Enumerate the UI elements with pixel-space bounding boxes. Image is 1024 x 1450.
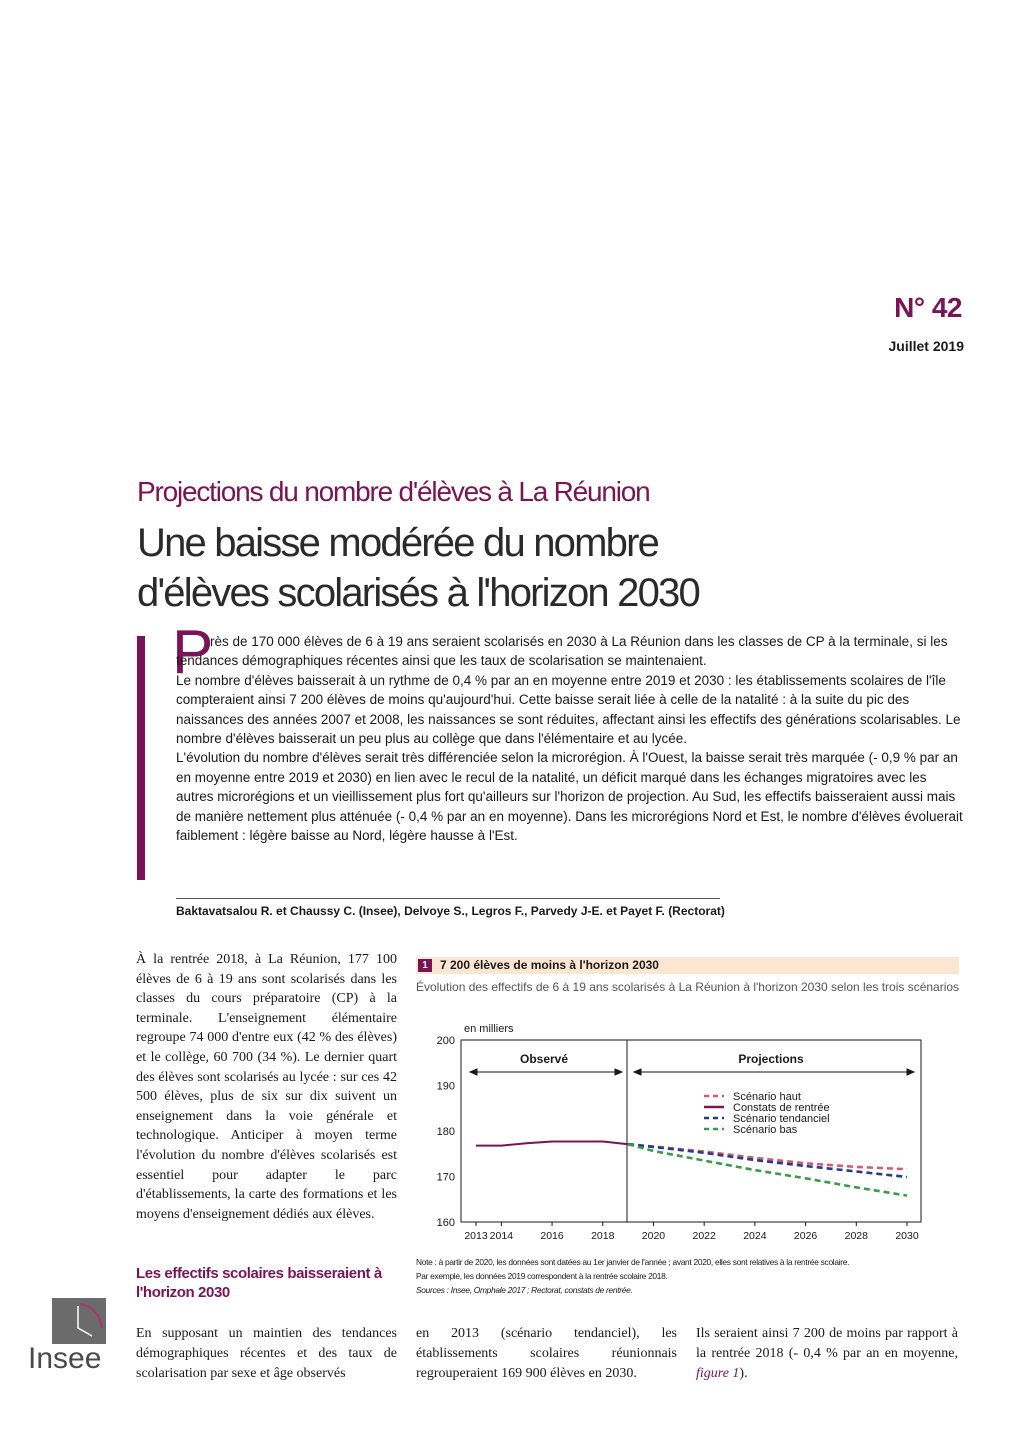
figure-1-link[interactable]: figure 1 xyxy=(696,1365,740,1381)
x-axis-ticks xyxy=(464,1222,919,1242)
authors-line: Baktavatsalou R. et Chaussy C. (Insee), Delvoye S., Legros F., Parvedy J-E. et Payet F. (Rectorat) xyxy=(176,904,725,918)
x-tick-label: 2026 xyxy=(793,1230,818,1242)
x-tick-label: 2020 xyxy=(641,1230,666,1242)
legend-label: Scénario bas xyxy=(733,1124,798,1136)
chart-legend xyxy=(704,1091,830,1136)
figure-number-badge: 1 xyxy=(418,959,432,972)
lead-dropcap: P xyxy=(172,618,214,687)
x-tick-label: 2024 xyxy=(743,1230,767,1242)
authors-divider xyxy=(176,898,720,899)
line-chart xyxy=(416,1015,961,1247)
main-title-line-2: d'élèves scolarisés à l'horizon 2030 xyxy=(137,571,699,615)
x-tick-label: 2028 xyxy=(844,1230,868,1242)
y-tick-label: 190 xyxy=(436,1080,455,1093)
observed-label: Observé xyxy=(519,1052,569,1066)
insee-logo-mark xyxy=(52,1298,106,1344)
series-line xyxy=(476,1142,628,1146)
lead-paragraph-1: rès de 170 000 élèves de 6 à 19 ans seraient scolarisés en 2030 à La Réunion dans les classes de CP à la terminale, si les tendances démographiques récentes ainsi que les taux de scolarisation se maintenaient. xyxy=(176,634,948,669)
x-tick-label: 2013 xyxy=(464,1230,488,1242)
main-title xyxy=(137,518,897,618)
y-tick-label: 200 xyxy=(436,1035,455,1047)
insee-logo-icon xyxy=(52,1298,106,1344)
plot-frame xyxy=(461,1040,921,1222)
main-title-line-1: Une baisse modérée du nombre xyxy=(137,521,659,565)
y-axis-ticks xyxy=(437,1035,455,1229)
y-axis-label: en milliers xyxy=(464,1023,514,1035)
x-tick-label: 2018 xyxy=(591,1230,615,1242)
lead-paragraph-3: L'évolution du nombre d'élèves serait très différenciée selon la microrégion. À l'Ouest, la baisse serait très marquée (- 0,9 % par an en moyenne entre 2019 et 2030) en lien avec le recul de la natalité, un déficit marqué dans les échanges migratoires avec les autres microrégions et un vieillissement plus fort qu'ailleurs sur l'horizon de projection. Au Sud, les effectifs baisseraient aussi mais de manière nettement plus atténuée (- 0,4 % par an en moyenne). Dans les microrégions Nord et Est, le nombre d'élèves évoluerait faiblement : légère baisse au Nord, légère hausse à l'Est. xyxy=(176,750,963,844)
figure-title: 7 200 élèves de moins à l'horizon 2030 xyxy=(440,958,659,972)
lead-accent-bar xyxy=(137,636,145,880)
insee-logo-text: Insee xyxy=(28,1342,102,1375)
kicker-title: Projections du nombre d'élèves à La Réunion xyxy=(137,476,650,507)
legend-label: Scénario haut xyxy=(733,1091,801,1103)
y-tick-label: 170 xyxy=(436,1171,455,1184)
issue-number: N° 42 xyxy=(894,292,962,323)
figure-note-line-2: Par exemple, les données 2019 correspondent à la rentrée scolaire 2018. xyxy=(416,1271,668,1281)
observed-arrow xyxy=(470,1069,622,1075)
legend-label: Scénario tendanciel xyxy=(733,1113,830,1125)
y-tick-label: 160 xyxy=(436,1217,455,1229)
projections-arrow xyxy=(634,1069,914,1075)
intro-paragraph: À la rentrée 2018, à La Réunion, 177 100 élèves de 6 à 19 ans sont scolarisés dans les classes du cours préparatoire (CP) à la terminale. L'enseignement élémentaire regroupe 74 000 d'entre eux (42 % des élèves) et le collège, 60 700 (34 %). Le dernier quart des élèves sont scolarisés au lycée : sur ces 42 500 élèves, plus de six sur dix suivent un enseignement dans la voie générale et technologique. Anticiper à moyen terme l'évolution du nombre d'élèves scolarisés est essentiel pour adapter le parc d'établissements, la carte des formations et les moyens d'enseignement dédiés aux élèves. xyxy=(136,952,397,1222)
x-tick-label: 2030 xyxy=(895,1230,919,1242)
x-tick-label: 2014 xyxy=(489,1230,514,1242)
series-lines xyxy=(476,1142,907,1196)
lead-summary xyxy=(176,632,966,845)
figure-subtitle: Évolution des effectifs de 6 à 19 ans scolarisés à La Réunion à l'horizon 2030 selon les trois scénarios xyxy=(416,980,960,994)
y-tick-label: 180 xyxy=(436,1126,455,1138)
series-line xyxy=(628,1144,907,1195)
projections-label: Projections xyxy=(738,1052,804,1066)
figure-notes xyxy=(416,1255,961,1297)
legend-label: Constats de rentrée xyxy=(733,1102,830,1114)
section-subheading: Les effectifs scolaires baisseraient à l'horizon 2030 xyxy=(136,1265,382,1301)
column-3-text-part-b: ). xyxy=(739,1365,748,1381)
x-tick-label: 2016 xyxy=(540,1230,564,1242)
column-3-text-part-a: Ils seraient ainsi 7 200 de moins par rapport à la rentrée 2018 (- 0,4 % par an en moyenne, xyxy=(696,1326,958,1361)
column-2-text: en 2013 (scénario tendanciel), les établissements scolaires réunionnais regrouperaient 169 900 élèves en 2030. xyxy=(416,1326,677,1381)
column-3-text xyxy=(696,1324,958,1383)
figure-note-line-1: Note : à partir de 2020, les données sont datées au 1er janvier de l'année ; avant 2020, elles sont relatives à la rentrée scolaire. xyxy=(416,1257,850,1267)
figure-sources: Sources : Insee, Omphale 2017 ; Rectorat, constats de rentrée. xyxy=(416,1285,633,1295)
x-tick-label: 2022 xyxy=(692,1230,716,1242)
lead-paragraph-2: Le nombre d'élèves baisserait à un rythme de 0,4 % par an en moyenne entre 2019 et 2030 : les établissements scolaires de l'île compteraient ainsi 7 200 élèves de moins qu'aujourd'hui. Cette baisse serait liée à celle de la natalité : à la suite du pic des naissances des années 2007 et 2008, les naissances se sont réduites, affectant ainsi les effectifs des générations scolarisables. Le nombre d'élèves baisserait un peu plus au collège que dans l'élémentaire et au lycée. xyxy=(176,672,961,747)
column-1-text: En supposant un maintien des tendances démographiques récentes et des taux de scolarisation par sexe et âge observés xyxy=(136,1326,397,1381)
issue-date: Juillet 2019 xyxy=(888,338,964,354)
